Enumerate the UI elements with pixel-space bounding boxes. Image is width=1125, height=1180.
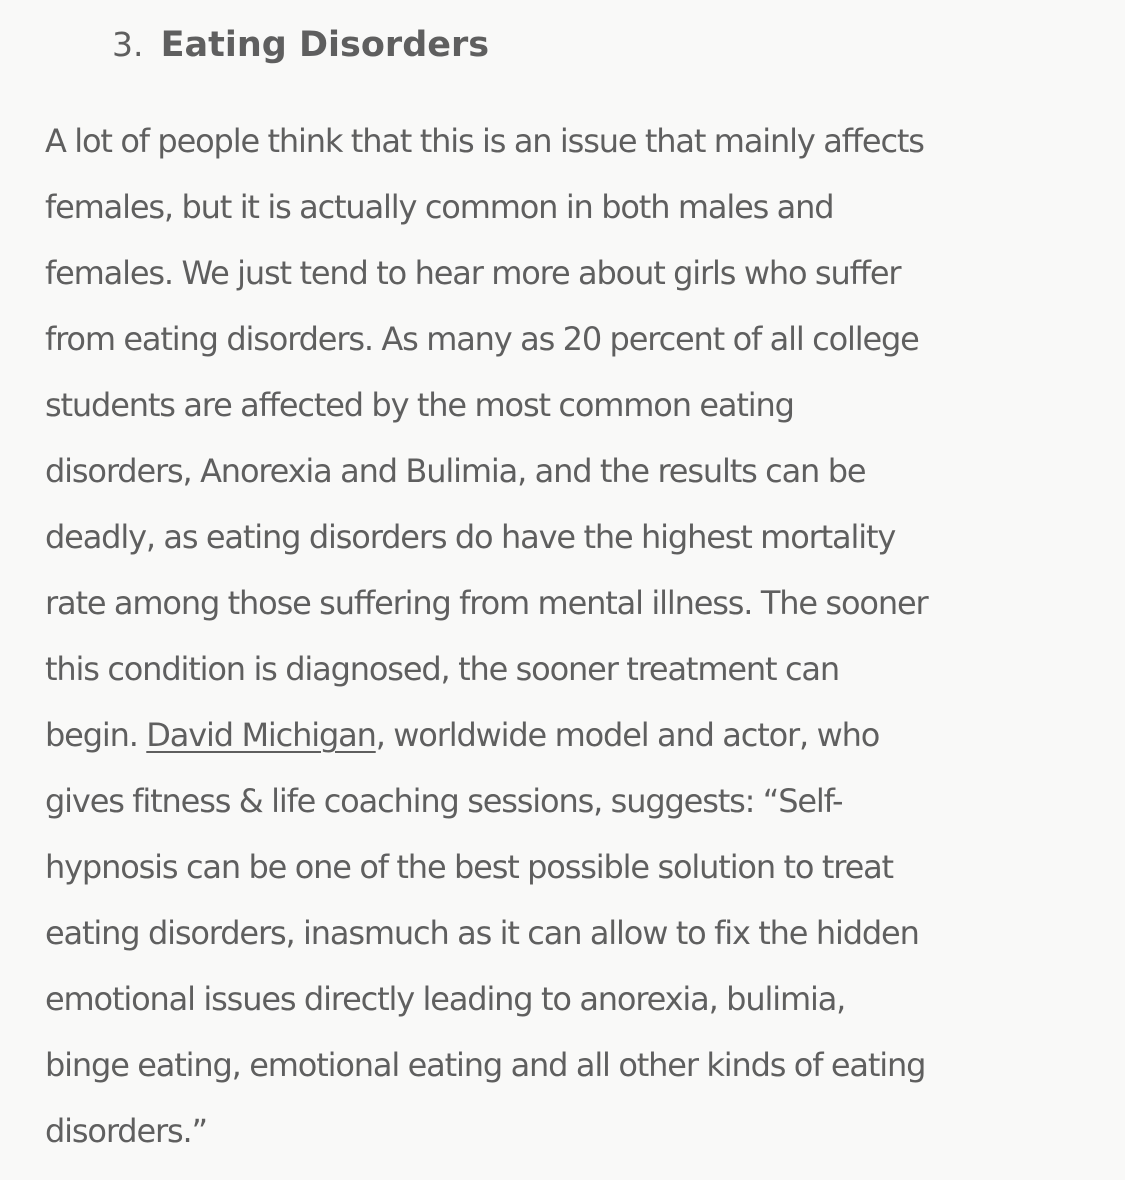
paragraph-line: hypnosis can be one of the best possible solution to treat	[45, 848, 893, 886]
link-line-suffix: , worldwide model and actor, who	[375, 716, 880, 754]
section-heading	[112, 20, 489, 70]
paragraph-line: rate among those suffering from mental illness. The sooner	[45, 584, 928, 622]
article-paragraph	[45, 108, 1105, 1164]
paragraph-line: this condition is diagnosed, the sooner treatment can	[45, 650, 839, 688]
paragraph-line: students are affected by the most common eating	[45, 386, 794, 424]
paragraph-line: females, but it is actually common in both males and	[45, 188, 834, 226]
paragraph-line: disorders, Anorexia and Bulimia, and the results can be	[45, 452, 866, 490]
paragraph-line: disorders.”	[45, 1112, 207, 1150]
paragraph-line: from eating disorders. As many as 20 percent of all college	[45, 320, 919, 358]
paragraph-line: gives fitness & life coaching sessions, suggests: “Self-	[45, 782, 843, 820]
section-title: Eating Disorders	[160, 25, 490, 65]
paragraph-line: A lot of people think that this is an issue that mainly affects	[45, 122, 924, 160]
paragraph-line: deadly, as eating disorders do have the highest mortality	[45, 518, 896, 556]
paragraph-line: females. We just tend to hear more about girls who suffer	[45, 254, 901, 292]
section-number: 3.	[112, 25, 144, 64]
david-michigan-link[interactable]: David Michigan	[146, 716, 376, 754]
paragraph-line: eating disorders, inasmuch as it can allow to fix the hidden	[45, 914, 919, 952]
paragraph-line: emotional issues directly leading to anorexia, bulimia,	[45, 980, 846, 1018]
paragraph-line-with-link	[45, 702, 1105, 768]
paragraph-line: binge eating, emotional eating and all other kinds of eating	[45, 1046, 926, 1084]
link-line-prefix: begin.	[45, 716, 147, 754]
